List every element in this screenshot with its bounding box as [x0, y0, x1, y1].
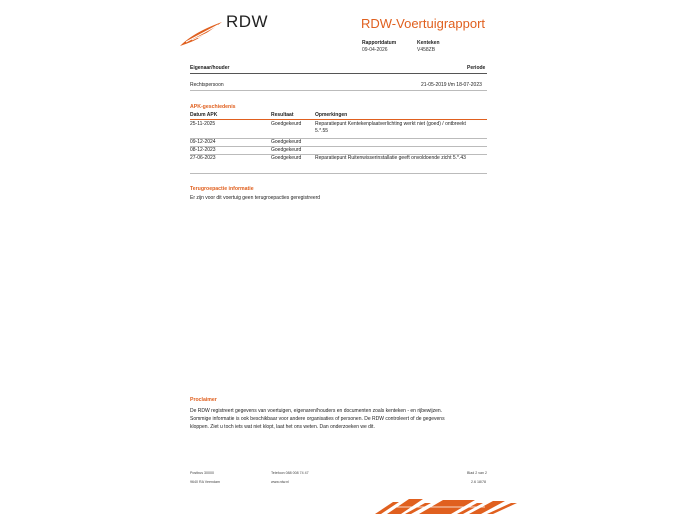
- recall-text: Er zijn voor dit voertuig geen terugroepacties geregistreerd: [190, 195, 321, 201]
- owner-bottom-divider: [190, 90, 487, 91]
- apk-row-date: 27-06-2023: [190, 155, 216, 161]
- disclaimer-line: De RDW registreert gegevens van voertuigen, eigenaren/houders en documenten zoals kenteken - en rijbewijzen.: [190, 408, 443, 414]
- apk-row-result: Goedgekeurd: [271, 121, 302, 127]
- footer-stripes-icon: [365, 497, 525, 514]
- apk-row-result: Goedgekeurd: [271, 147, 302, 153]
- disclaimer-title: Proclaimer: [190, 397, 217, 403]
- apk-header-divider: [190, 119, 487, 120]
- disclaimer-text: [190, 407, 490, 431]
- footer-address1: Postbus 30000: [190, 471, 214, 475]
- apk-row-result: Goedgekeurd: [271, 139, 302, 145]
- owner-type: Rechtspersoon: [190, 82, 224, 88]
- period-header: Periode: [467, 65, 486, 71]
- apk-row-remark: Reparatiepunt Kentekenplaatverlichting werkt niet (goed) / ontbreekt 5.*.55: [315, 121, 466, 134]
- owner-header: Eigenaar/houder: [190, 65, 230, 71]
- rapportdatum-label: Rapportdatum: [362, 40, 397, 46]
- kenteken-value: V458ZB: [417, 47, 436, 53]
- apk-row-remark: Reparatiepunt Ruitenwisserinstallatie geeft onvoldoende zicht 5.*.43: [315, 155, 466, 161]
- apk-row-date: 08-12-2023: [190, 147, 216, 153]
- rdw-logo-icon: [178, 18, 224, 48]
- apk-bottom-divider: [190, 173, 487, 174]
- logo-text: RDW: [226, 12, 269, 31]
- rapportdatum-value: 09-04-2026: [362, 47, 388, 53]
- apk-header-remarks: Opmerkingen: [315, 112, 348, 118]
- disclaimer-line: kloppen. Ziet u toch iets wat niet klopt, laat het ons weten. Dan onderzoeken we dit.: [190, 424, 375, 430]
- footer-phone: Telefoon 088 008 74 47: [271, 471, 309, 475]
- owner-divider: [190, 73, 487, 74]
- footer-address2: 9640 RA Veendam: [190, 480, 220, 484]
- apk-row-divider: [190, 146, 487, 147]
- apk-row-divider: [190, 138, 487, 139]
- recall-title: Terugroepactie informatie: [190, 186, 254, 192]
- apk-header-result: Resultaat: [271, 112, 294, 118]
- apk-row-result: Goedgekeurd: [271, 155, 302, 161]
- apk-row-date: 09-12-2024: [190, 139, 216, 145]
- footer-page: Blad 2 van 2: [467, 471, 487, 475]
- apk-title: APK-geschiedenis: [190, 104, 236, 110]
- footer-web[interactable]: www.rdw.nl: [271, 480, 289, 484]
- kenteken-label: Kenteken: [417, 40, 440, 46]
- footer-code: 2.6 18/78: [471, 480, 486, 484]
- document-title: RDW-Voertuigrapport: [361, 16, 486, 31]
- apk-row-date: 25-11-2025: [190, 121, 216, 127]
- apk-header-date: Datum APK: [190, 112, 218, 118]
- owner-period: 21-05-2019 t/m 18-07-2023: [421, 82, 482, 88]
- disclaimer-line: Sommige informatie is ook beschikbaar voor andere organisaties of personen. De RDW controleert of de gegevens: [190, 416, 445, 422]
